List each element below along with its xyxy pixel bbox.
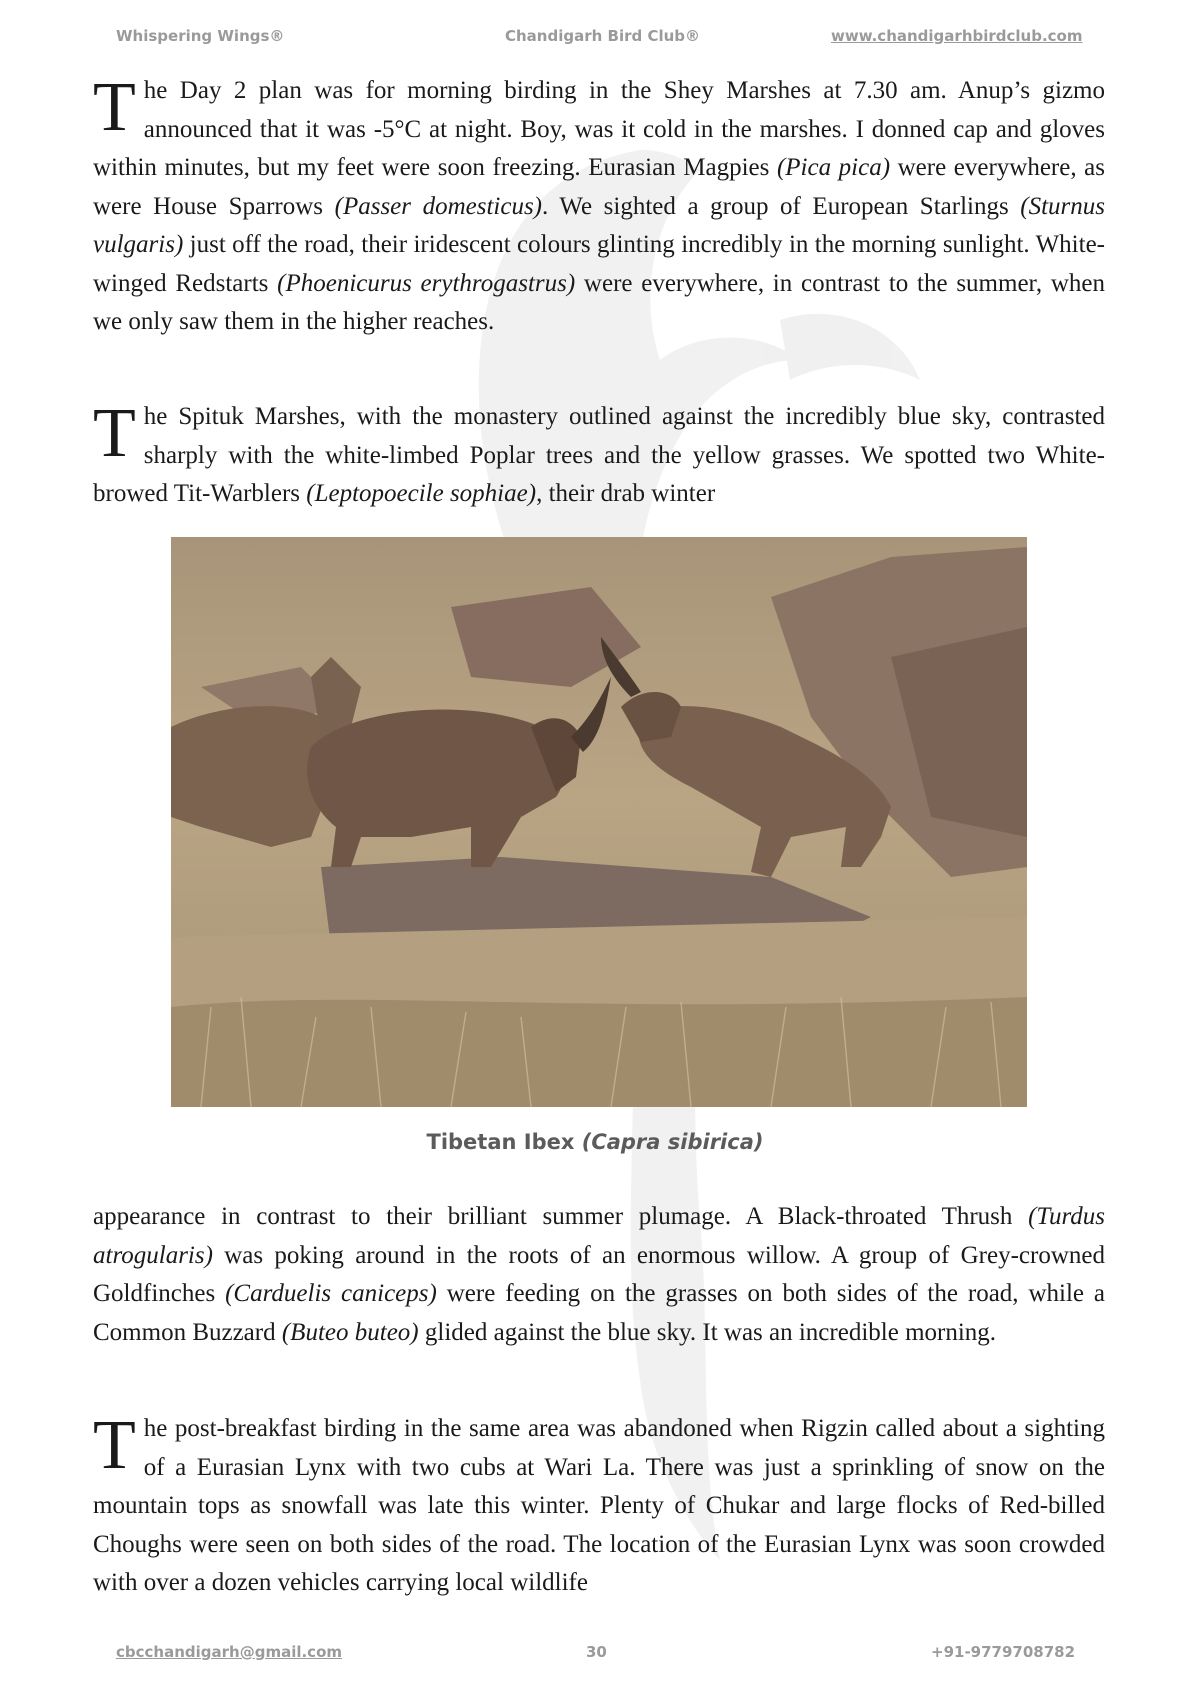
text-run: just off the road, their iridescent colours glinting incredibly in the morning sunlight. White-winged Redstarts <box>93 231 1105 297</box>
species-name: (Sturnus vulgaris) <box>93 192 1105 258</box>
article-paragraph <box>93 1407 1105 1603</box>
text-run: , their drab winter <box>536 480 716 507</box>
text-run: he Day 2 plan was for morning birding in the Shey Marshes at 7.30 am. Anup’s gizmo announced that it was -5°C at night. Boy, was it cold in the marshes. I donned cap and gloves within minutes, but my feet were soon freezing. Eurasian Magpies <box>93 77 1105 181</box>
species-name: (Buteo buteo) <box>281 1318 419 1346</box>
text-run: glided against the blue sky. It was an incredible morning. <box>418 1318 997 1346</box>
footer-email-link[interactable]: cbcchandigarh@gmail.com <box>116 1643 343 1661</box>
species-name: (Turdus atrogularis) <box>93 1203 1105 1269</box>
header-website-link[interactable]: www.chandigarhbirdclub.com <box>831 27 1083 45</box>
species-name: (Carduelis caniceps) <box>225 1280 437 1307</box>
text-run: were feeding on the grasses on both sides of the road, while a Common Buzzard <box>93 1280 1106 1346</box>
article-paragraph <box>93 395 1105 514</box>
text-run: appearance in contrast to their brilliant summer plumage. A Black-throated Thrush <box>93 1203 1029 1230</box>
page-header <box>0 27 1190 51</box>
drop-cap: T <box>93 395 136 472</box>
header-publication: Whispering Wings® <box>116 27 285 45</box>
species-name: (Passer domesticus) <box>334 192 543 220</box>
footer-phone: +91-9779708782 <box>931 1643 1076 1661</box>
caption-scientific-name: (Capra sibirica) <box>581 1130 764 1154</box>
species-name: (Pica pica) <box>776 154 891 181</box>
article-paragraph <box>93 69 1105 342</box>
page-footer <box>0 1643 1190 1667</box>
text-run: he Spituk Marshes, with the monastery outlined against the incredibly blue sky, contrasted sharply with the white-limbed Poplar trees and the yellow grasses. We spotted two White-browed Tit-Warblers <box>93 403 1105 507</box>
ibex-photo <box>171 537 1027 1107</box>
drop-cap: T <box>93 69 136 146</box>
text-run: were everywhere, in contrast to the summer, when we only saw them in the higher reaches. <box>93 269 1105 335</box>
header-club-name: Chandigarh Bird Club® <box>505 27 701 45</box>
species-name: (Phoenicurus erythrogastrus) <box>277 269 576 297</box>
page-number: 30 <box>586 1643 607 1661</box>
text-run: . We sighted a group of European Starlings <box>542 192 1021 220</box>
caption-common-name: Tibetan Ibex <box>426 1130 582 1154</box>
species-name: (Leptopoecile sophiae) <box>306 480 537 507</box>
article-paragraph <box>93 1198 1105 1352</box>
drop-cap: T <box>93 1407 136 1484</box>
text-run: he post-breakfast birding in the same area was abandoned when Rigzin called about a sighting of a Eurasian Lynx with two cubs at Wari La. There was just a sprinkling of snow on the mountain tops as snowfall was late this winter. Plenty of Chukar and large flocks of Red-billed Choughs were seen on both sides of the road. The location of the Eurasian Lynx was soon crowded with over a dozen vehicles carrying local wildlife <box>93 1415 1105 1596</box>
photo-caption <box>0 1130 1190 1154</box>
text-run: was poking around in the roots of an enormous willow. A group of Grey-crowned Goldfinches <box>93 1241 1105 1307</box>
text-run: were everywhere, as were House Sparrows <box>93 154 1105 220</box>
